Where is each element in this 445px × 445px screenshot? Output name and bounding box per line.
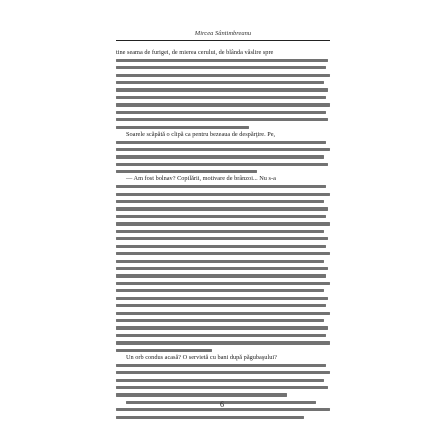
- text-line: [116, 354, 330, 361]
- text-line: [116, 56, 330, 63]
- text-line: [116, 153, 330, 160]
- text-line: [116, 369, 330, 376]
- line-text-block: [116, 59, 328, 62]
- text-line: [116, 242, 330, 249]
- line-text-block: [116, 185, 326, 188]
- text-line: [116, 190, 330, 197]
- line-text-block: [116, 274, 326, 277]
- text-line: [116, 413, 330, 420]
- text-line: [116, 257, 330, 264]
- line-text-block: [116, 297, 328, 300]
- page-number: 6: [220, 400, 224, 409]
- text-line: [116, 324, 330, 331]
- text-line: [116, 161, 330, 168]
- text-line: [116, 309, 330, 316]
- line-text-block: [116, 193, 330, 196]
- text-line: [116, 250, 330, 257]
- text-line: [116, 94, 330, 101]
- line-text-block: [116, 393, 287, 396]
- text-line: [116, 228, 330, 235]
- text-line: [116, 302, 330, 309]
- running-header: Mircea Sântimbreanu: [194, 30, 252, 37]
- line-text-block: [116, 312, 330, 315]
- text-line: [116, 109, 330, 116]
- line-text-block: [116, 230, 324, 233]
- line-text-block: [116, 341, 330, 344]
- line-text-block: [116, 379, 324, 382]
- line-text: Un orb condus acasă? O servietă cu bani după păgubaşului?: [126, 353, 277, 361]
- text-line: [116, 235, 330, 242]
- line-text-block: [116, 304, 326, 307]
- text-line: [116, 376, 330, 383]
- text-line: [116, 101, 330, 108]
- line-text-block: [116, 252, 330, 255]
- line-text-block: [116, 66, 326, 69]
- text-line: [116, 131, 330, 138]
- text-line: [116, 116, 330, 123]
- text-line: [116, 79, 330, 86]
- text-line: [116, 384, 330, 391]
- line-text-block: [116, 371, 330, 374]
- line-text-block: [116, 386, 328, 389]
- line-text: Soarele scăpătă o clipă ca pentru bezeaua de despărţire. Pe,: [126, 130, 276, 138]
- line-text-block: [116, 118, 328, 121]
- text-line: [116, 220, 330, 227]
- text-line: [116, 332, 330, 339]
- text-line: [116, 123, 330, 130]
- text-line: [116, 146, 330, 153]
- line-text: — Am fost bolnav? Copilării, motivare de brânzoi... Nu s-a: [126, 175, 276, 183]
- text-line: [116, 175, 330, 182]
- text-line: [116, 280, 330, 287]
- header-rule: [116, 40, 330, 41]
- line-text-block: [116, 260, 324, 263]
- line-text-block: [116, 103, 330, 106]
- line-text-block: [116, 96, 326, 99]
- text-line: [116, 198, 330, 205]
- text-line: [116, 294, 330, 301]
- text-line: [116, 138, 330, 145]
- line-text-block: [116, 74, 330, 77]
- text-line: [116, 49, 330, 56]
- line-text-block: [116, 215, 326, 218]
- line-text-block: [116, 207, 328, 210]
- text-line: [116, 287, 330, 294]
- text-line: [116, 272, 330, 279]
- line-text-block: [116, 416, 304, 419]
- line-text-block: [116, 81, 324, 84]
- line-text-block: [116, 88, 328, 91]
- text-line: [116, 339, 330, 346]
- line-text-block: [116, 163, 328, 166]
- line-text-block: [116, 148, 330, 151]
- text-line: [116, 317, 330, 324]
- line-text-block: [116, 349, 212, 352]
- line-text-block: [116, 267, 328, 270]
- text-line: [116, 265, 330, 272]
- line-text-block: [116, 334, 326, 337]
- line-text-block: [116, 200, 324, 203]
- line-text-block: [116, 111, 326, 114]
- text-line: [116, 183, 330, 190]
- line-text-block: [116, 245, 326, 248]
- text-line: [116, 205, 330, 212]
- body-text: [116, 49, 330, 421]
- text-line: [116, 71, 330, 78]
- line-text-block: [116, 319, 324, 322]
- line-text-block: [116, 126, 249, 129]
- text-line: [116, 64, 330, 71]
- line-text-block: [116, 364, 326, 367]
- line-text-block: [116, 326, 328, 329]
- text-line: [116, 361, 330, 368]
- text-line: [116, 86, 330, 93]
- text-line: [116, 347, 330, 354]
- line-text-block: [116, 289, 324, 292]
- line-text-block: [116, 282, 330, 285]
- line-text: tine seama de furigei, de mierea cerului, de blânda vâslire spre: [116, 49, 274, 56]
- line-text-block: [116, 141, 326, 144]
- line-text-block: [116, 237, 328, 240]
- text-line: [116, 391, 330, 398]
- text-line: [116, 168, 330, 175]
- line-text-block: [116, 222, 330, 225]
- line-text-block: [116, 170, 257, 173]
- text-line: [116, 213, 330, 220]
- line-text-block: [116, 155, 324, 158]
